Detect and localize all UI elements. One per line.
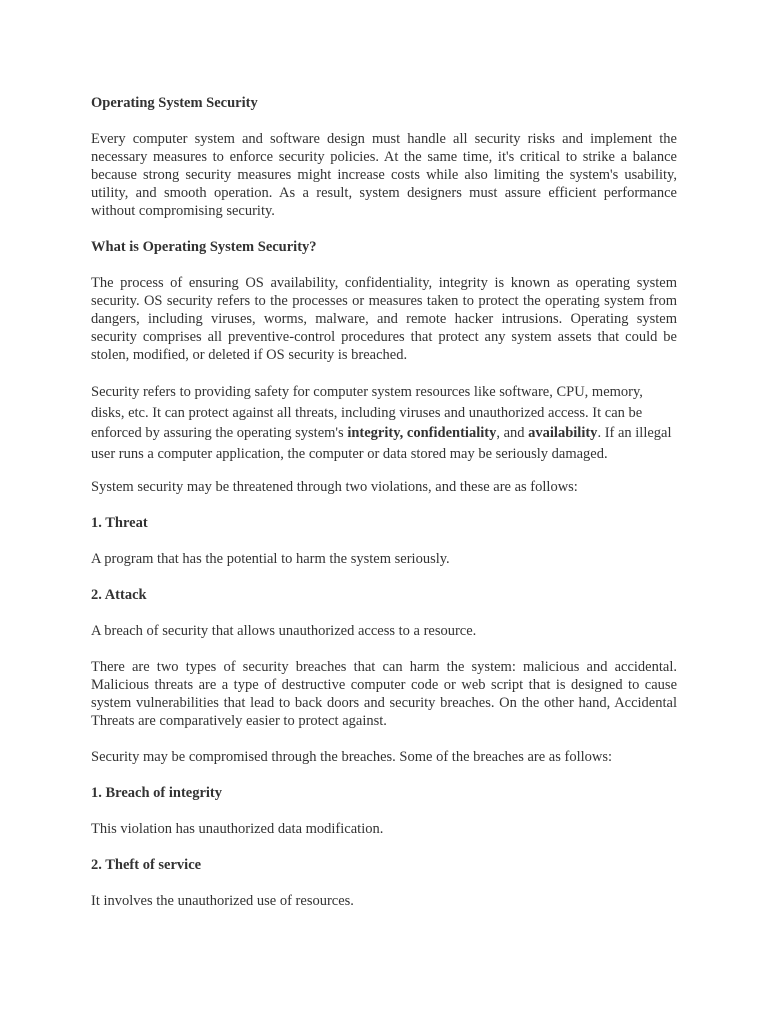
threat-paragraph: A program that has the potential to harm the system seriously. xyxy=(91,551,450,567)
security-resources-text-2: , and xyxy=(496,425,529,441)
theft-of-service-paragraph: It involves the unauthorized use of resources. xyxy=(91,893,354,909)
security-resources-text-3: . If an illegal user runs a computer application, the computer or data stored may be seriously damaged. xyxy=(91,425,672,462)
violations-intro-paragraph: System security may be threatened through two violations, and these are as follows: xyxy=(91,479,578,495)
document-page xyxy=(91,94,677,910)
intro-paragraph: Every computer system and software design must handle all security risks and implement the necessary measures to enforce security policies. At the same time, it's critical to strike a balance because strong security measures might increase costs while also limiting the system's usability, utility, and smooth operation. As a result, system designers must assure efficient performance without compromising security. xyxy=(91,131,677,219)
section-heading-what-is-os-security: What is Operating System Security? xyxy=(91,239,317,255)
security-resources-paragraph xyxy=(91,382,677,464)
breach-types-paragraph: There are two types of security breaches that can harm the system: malicious and accidental. Malicious threats are a type of destructive computer code or web script that is designed to cause system vulnerabilities that lead to back doors and security breaches. On the other hand, Accidental Threats are comparatively easier to protect against. xyxy=(91,659,677,729)
theft-of-service-heading: 2. Theft of service xyxy=(91,857,202,873)
attack-paragraph: A breach of security that allows unauthorized access to a resource. xyxy=(91,623,477,639)
breach-of-integrity-paragraph: This violation has unauthorized data modification. xyxy=(91,821,384,837)
breaches-intro-paragraph: Security may be compromised through the breaches. Some of the breaches are as follows: xyxy=(91,749,613,765)
breach-of-integrity-heading: 1. Breach of integrity xyxy=(91,785,223,801)
bold-integrity-confidentiality: integrity, confidentiality xyxy=(347,425,497,441)
bold-availability: availability xyxy=(528,425,598,441)
document-title: Operating System Security xyxy=(91,95,258,111)
os-security-definition-paragraph: The process of ensuring OS availability, confidentiality, integrity is known as operating system security. OS security refers to the processes or measures taken to protect the operating system from dangers, including viruses, worms, malware, and remote hacker intrusions. Operating system security comprises all preventive-control procedures that protect any system assets that could be stolen, modified, or deleted if OS security is breached. xyxy=(91,275,677,363)
threat-heading: 1. Threat xyxy=(91,515,148,531)
attack-heading: 2. Attack xyxy=(91,587,147,603)
security-resources-text-1: Security refers to providing safety for computer system resources like software, CPU, memory, disks, etc. It can protect against all threats, including viruses and unauthorized access. It can be enforced by assuring the operating system's xyxy=(91,384,643,441)
